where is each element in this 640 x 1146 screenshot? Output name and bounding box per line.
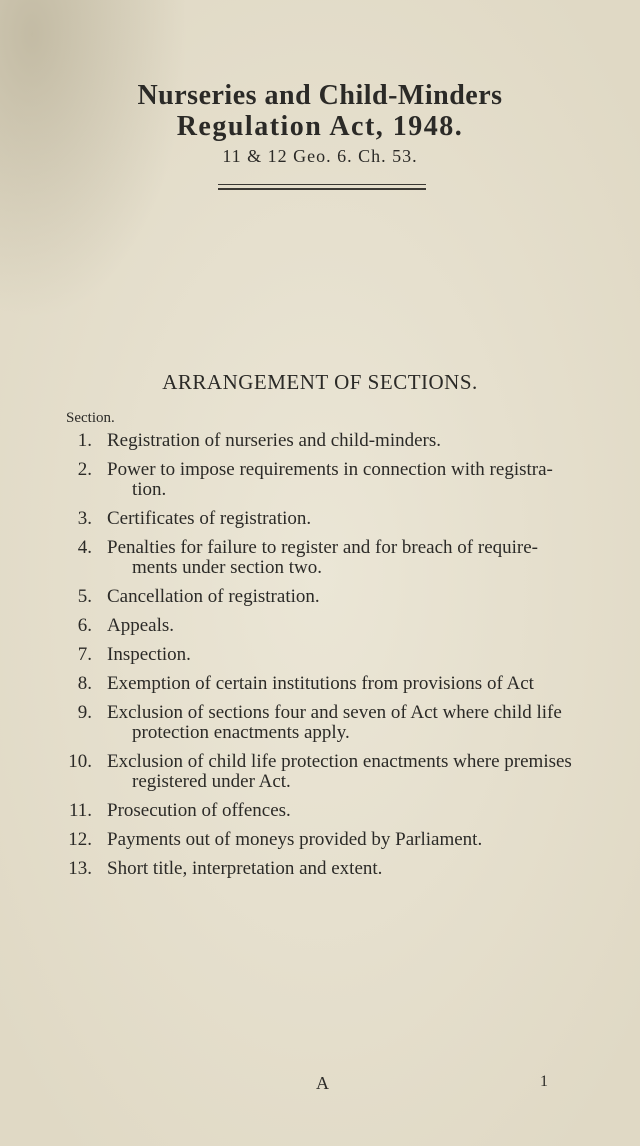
section-title-text: Payments out of moneys provided by Parliament. [107, 829, 483, 850]
section-number: 2. [77, 459, 92, 480]
document-title-line2: Regulation Act, 1948. [176, 111, 464, 142]
arrangement-heading: ARRANGEMENT OF SECTIONS. [162, 370, 478, 394]
title-rule-thick [218, 188, 426, 190]
section-title-text: Exemption of certain institutions from provisions of Act [107, 673, 534, 694]
section-title-text: Exclusion of child life protection enactments where premises [107, 751, 572, 772]
section-title-continuation: tion. [132, 479, 167, 500]
section-title [107, 460, 587, 500]
section-title [107, 830, 587, 850]
signature-mark: A [316, 1073, 329, 1093]
section-number: 1. [77, 430, 92, 451]
section-title-text: Penalties for failure to register and for breach of require- [107, 537, 538, 558]
section-title [107, 587, 587, 607]
section-title [107, 801, 587, 821]
section-title [107, 645, 587, 665]
section-number: 11. [68, 800, 92, 821]
section-number: 3. [77, 508, 92, 529]
section-title [107, 431, 587, 451]
section-number: 4. [77, 537, 92, 558]
section-title [107, 752, 587, 792]
section-title-text: Cancellation of registration. [107, 586, 320, 607]
section-number: 8. [77, 673, 92, 694]
act-citation: 11 & 12 Geo. 6. Ch. 53. [222, 146, 418, 166]
page-number: 1 [540, 1073, 548, 1090]
section-title [107, 616, 587, 636]
section-number: 9. [77, 702, 92, 723]
section-title [107, 538, 587, 578]
section-title-text: Inspection. [107, 644, 191, 665]
section-title [107, 509, 587, 529]
document-title: Nurseries and Child-Minders [137, 80, 503, 111]
section-number: 6. [77, 615, 92, 636]
title-rule [218, 184, 426, 185]
section-column-label: Section. [66, 410, 115, 426]
section-title-text: Appeals. [107, 615, 175, 636]
section-title-continuation: ments under section two. [132, 557, 322, 578]
section-title-text: Certificates of registration. [107, 508, 312, 529]
section-title-text: Prosecution of offences. [107, 800, 291, 821]
section-title-text: Short title, interpretation and extent. [107, 858, 383, 879]
section-title [107, 703, 587, 743]
section-number: 5. [77, 586, 92, 607]
section-title [107, 674, 587, 694]
section-title-continuation: protection enactments apply. [132, 722, 350, 743]
section-title-text: Registration of nurseries and child-minders. [107, 430, 442, 451]
section-number: 10. [68, 751, 92, 772]
section-title-text: Exclusion of sections four and seven of Act where child life [107, 702, 562, 723]
section-title-text: Power to impose requirements in connection with registra- [107, 459, 553, 480]
section-title-continuation: registered under Act. [132, 771, 291, 792]
section-number: 12. [68, 829, 92, 850]
section-title [107, 859, 587, 879]
section-number: 7. [77, 644, 92, 665]
section-number: 13. [68, 858, 92, 879]
